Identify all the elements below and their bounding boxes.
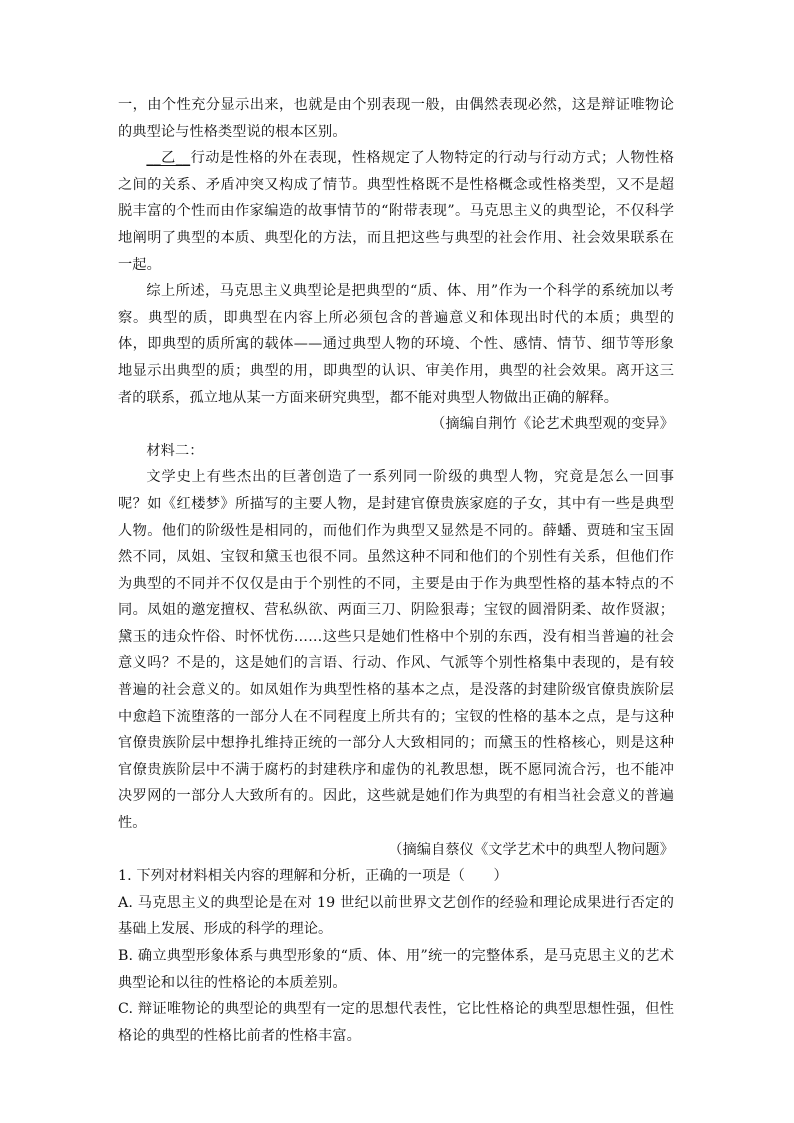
source-citation-2: （摘编自蔡仪《文学艺术中的典型人物问题》 <box>388 841 674 858</box>
document-body <box>118 92 674 1049</box>
option-b: B. 确立典型形象体系与典型形象的“质、体、用”统一的完整体系，是马克思主义的艺术典型论和以往的性格论的本质差别。 <box>118 948 674 991</box>
source-citation-1: （摘编自荆竹《论艺术典型观的变异》 <box>431 416 674 433</box>
material-2-heading: 材料二： <box>146 442 204 459</box>
paragraph-continuation: 一，由个性充分显示出来，也就是由个别表现一般，由偶然表现必然，这是辩证唯物论的典型论与性格类型说的根本区别。 <box>118 97 674 140</box>
paragraph-action-character <box>118 145 674 278</box>
option-c: C. 辩证唯物论的典型论的典型有一定的思想代表性，它比性格论的典型思想性强，但性格论的典型的性格比前者的性格丰富。 <box>118 1001 674 1044</box>
paragraph-material-2: 文学史上有些杰出的巨著创造了一系列同一阶级的典型人物，究竟是怎么一回事呢？如《红楼梦》所描写的主要人物，是封建官僚贵族家庭的子女，其中有一些是典型人物。他们的阶级性是相同的，而他们作为典型又显然是不同的。薛蟠、贾琏和宝玉固然不同，凤姐、宝钗和黛玉也很不同。虽然这种不同和他们的个别性有关系，但他们作为典型的不同并不仅仅是由于个别性的不同，主要是由于作为典型性格的基本特点的不同。凤姐的邀宠擅权、营私纵欲、两面三刀、阴险狠毒；宝钗的圆滑阴柔、故作贤淑；黛玉的违众忤俗、时怀忧伤……这些只是她们性格中个别的东西，没有相当普遍的社会意义吗？不是的，这是她们的言语、行动、作风、气派等个别性格集中表现的，是有较普遍的社会意义的。如凤姐作为典型性格的基本之点，是没落的封建阶级官僚贵族阶层中愈趋下流堕落的一部分人在不同程度上所共有的；宝钗的性格的基本之点，是与这种官僚贵族阶层中想挣扎维持正统的一部分人大致相同的；而黛玉的性格核心，则是这种官僚贵族阶层中不满于腐朽的封建秩序和虚伪的礼教思想，既不愿同流合污，也不能冲决罗网的一部分人大致所有的。因此，这些就是她们作为典型的有相当社会意义的普遍性。 <box>118 469 674 832</box>
paragraph-action-character-text: 行动是性格的外在表现，性格规定了人物特定的行动与行动方式；人物性格之间的关系、矛盾冲突又构成了情节。典型性格既不是性格概念或性格类型，又不是超脱丰富的个性而由作家编造的故事情节的“附带表现”。马克思主义的典型论，不仅科学地阐明了典型的本质、典型化的方法，而且把这些与典型的社会作用、社会效果联系在一起。 <box>118 150 674 273</box>
paragraph-summary: 综上所述，马克思主义典型论是把典型的“质、体、用”作为一个科学的系统加以考察。典型的质，即典型在内容上所必须包含的普遍意义和体现出时代的本质；典型的体，即典型的质所寓的载体——通过典型人物的环境、个性、感情、情节、细节等形象地显示出典型的质；典型的用，即典型的认识、审美作用，典型的社会效果。离开这三者的联系，孤立地从某一方面来研究典型，都不能对典型人物做出正确的解释。 <box>118 283 674 406</box>
option-a: A. 马克思主义的典型论是在对 19 世纪以前世界文艺创作的经验和理论成果进行否定的基础上发展、形成的科学的理论。 <box>118 894 674 938</box>
question-stem: 1. 下列对材料相关内容的理解和分析，正确的一项是（ ） <box>118 868 508 885</box>
blank-yi: __乙__ <box>146 150 191 167</box>
